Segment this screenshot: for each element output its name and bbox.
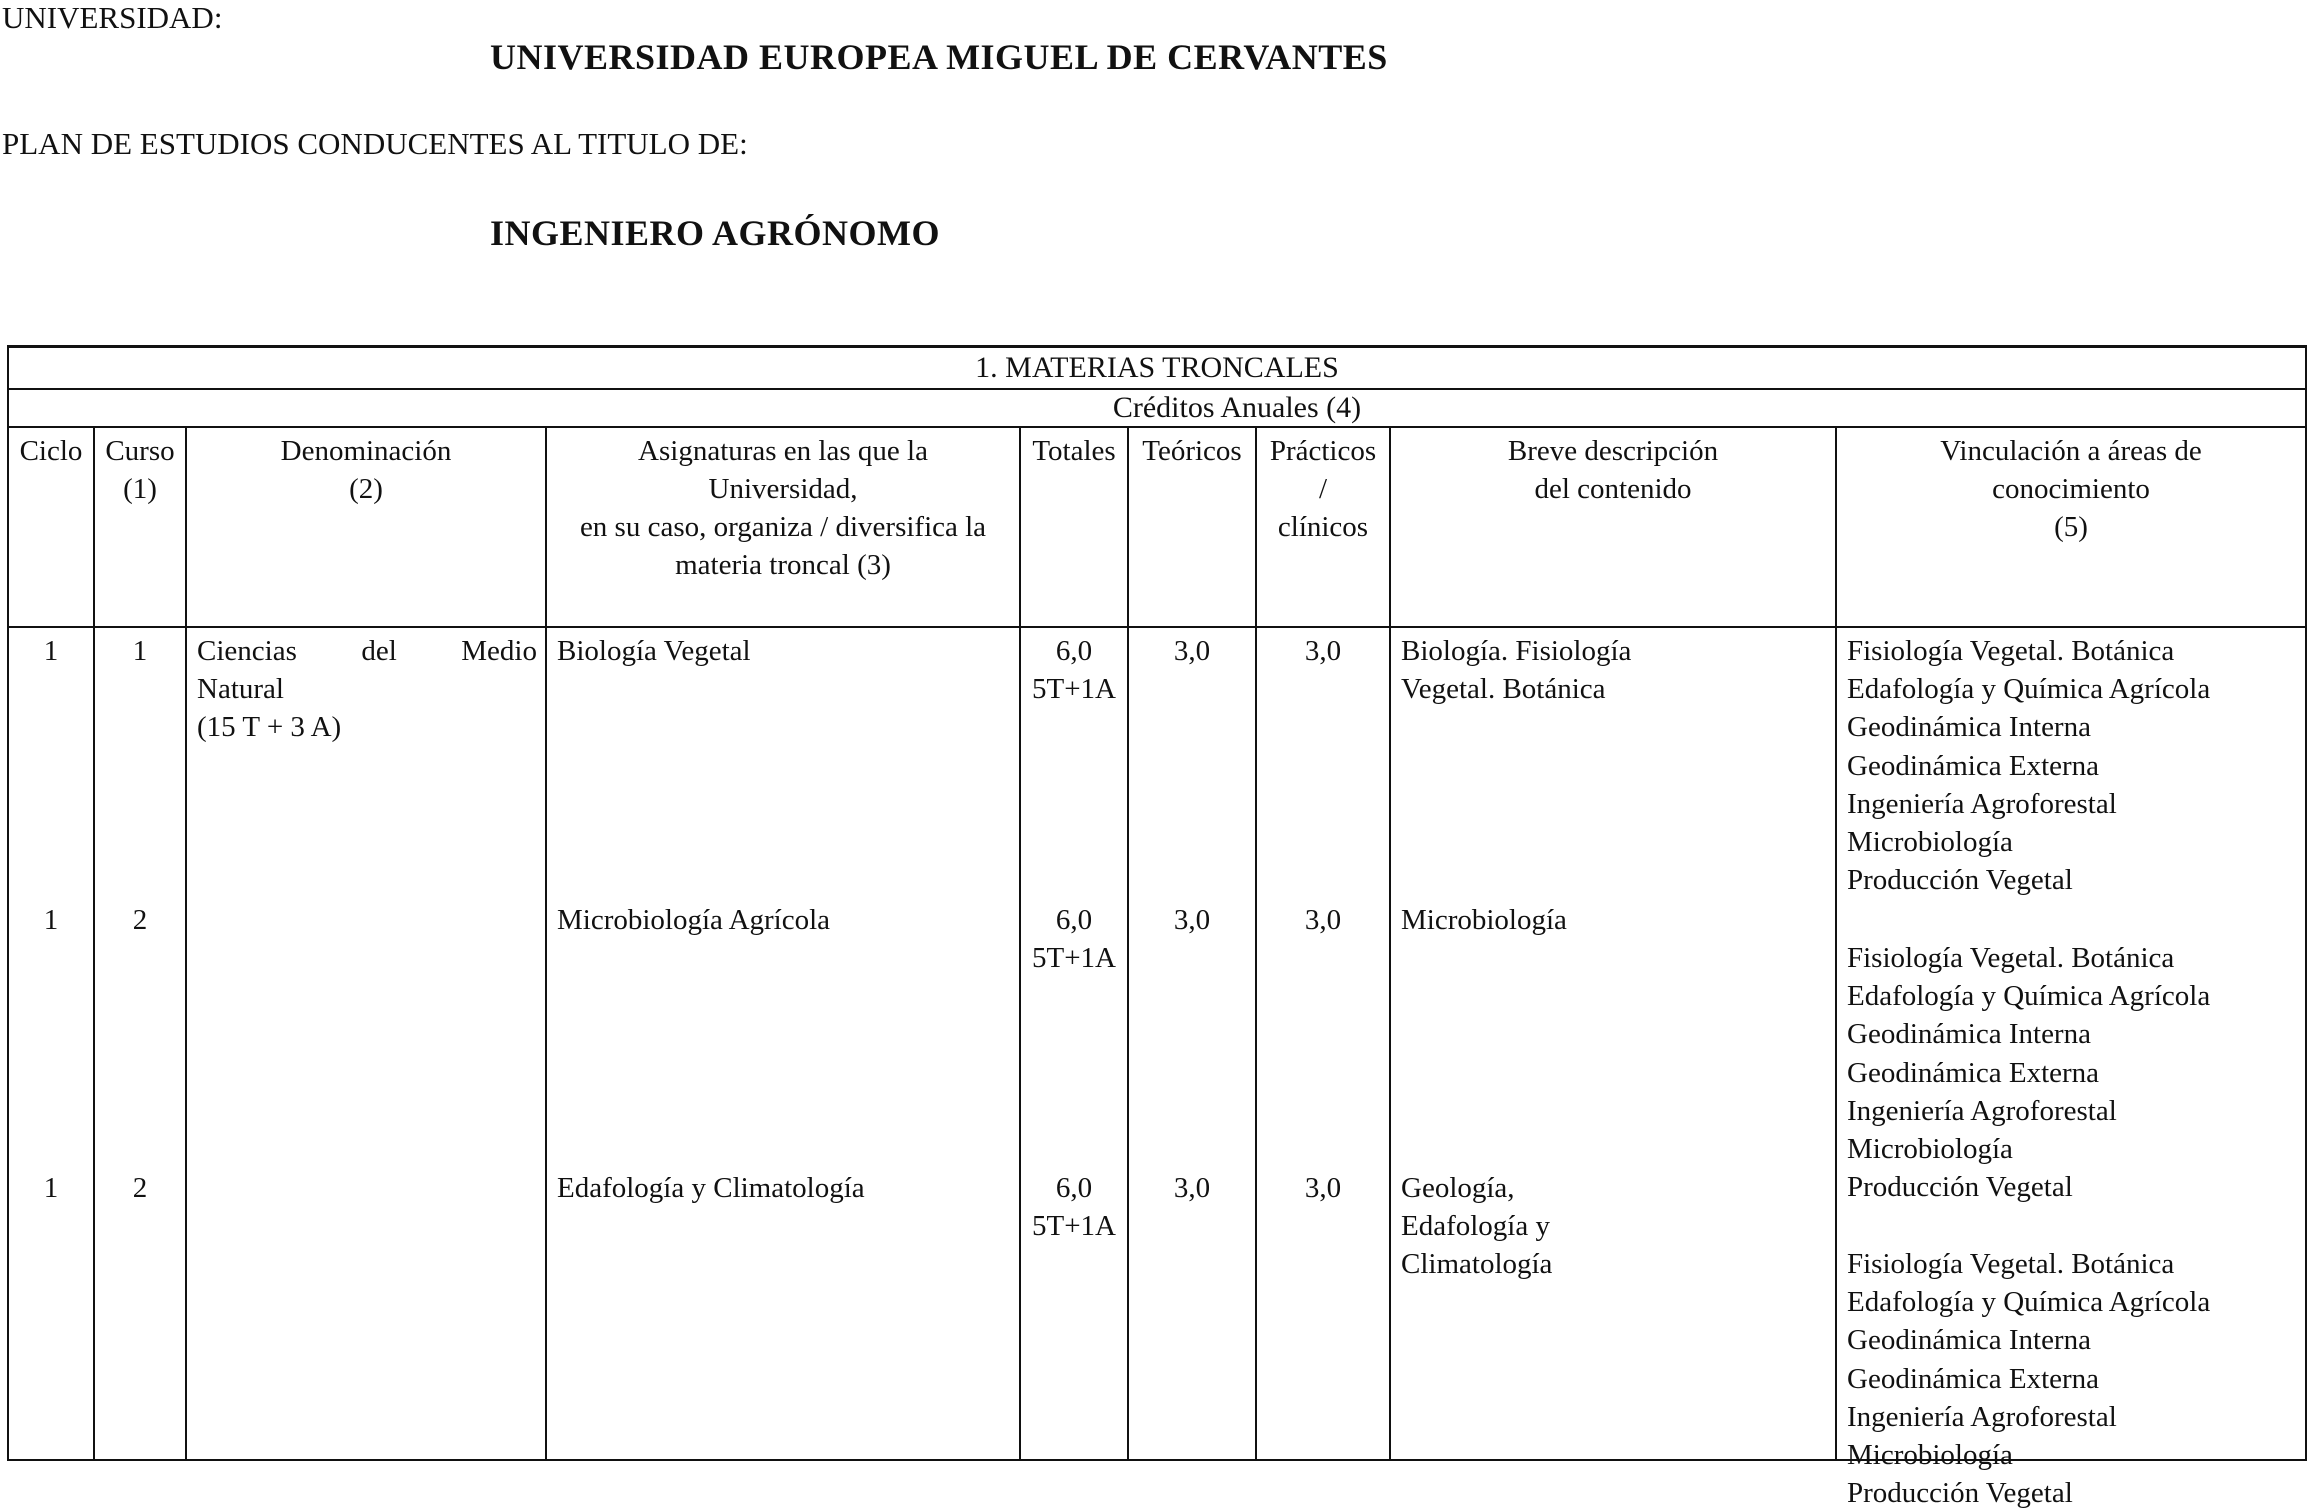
col-practicos [1257,428,1391,1459]
row1-totales: 6,0 5T+1A [1031,635,1116,706]
header-denominacion: Denominación (2) [187,428,545,628]
header-asignaturas: Asignaturas en las que la Universidad, en su caso, organiza / diversifica la materia troncal (3) [547,428,1019,628]
materias-troncales-table [7,345,2307,1510]
header-curso: Curso (1) [95,428,185,628]
header-teoricos: Teóricos [1129,428,1255,628]
section-title: 1. MATERIAS TRONCALES [9,348,2305,390]
row1-descripcion: Biología. Fisiología Vegetal. Botánica [1401,635,1632,706]
row1-practicos: 3,0 [1304,635,1342,667]
row1-asignatura: Biología Vegetal [557,635,751,667]
row3-practicos: 3,0 [1304,1172,1342,1204]
plan-label: PLAN DE ESTUDIOS CONDUCENTES AL TITULO DE: [2,126,748,161]
col-descripcion [1391,428,1837,1459]
header-ciclo: Ciclo [9,428,93,628]
row1-areas: Fisiología Vegetal. Botánica Edafología y Química Agrícola Geodinámica Interna Geodinámica Externa Ingeniería Agroforestal Microbiología Producción Vegetal [1847,635,2211,897]
row3-teoricos: 3,0 [1173,1172,1211,1204]
row2-curso: 2 [132,904,148,936]
row2-practicos: 3,0 [1304,904,1342,936]
row2-asignatura: Microbiología Agrícola [557,904,831,936]
col-curso [95,428,187,1459]
row2-teoricos: 3,0 [1173,904,1211,936]
row2-descripcion: Microbiología [1401,904,1567,936]
row2-ciclo: 1 [43,904,59,936]
row1-teoricos: 3,0 [1173,635,1211,667]
row2-areas: Fisiología Vegetal. Botánica Edafología y Química Agrícola Geodinámica Interna Geodinámica Externa Ingeniería Agroforestal Microbiología Producción Vegetal [1847,942,2211,1204]
row3-curso: 2 [132,1172,148,1204]
row2-totales: 6,0 5T+1A [1031,904,1116,975]
col-totales [1021,428,1129,1459]
header-vinculacion: Vinculación a áreas de conocimiento (5) [1837,428,2305,628]
row3-ciclo: 1 [43,1172,59,1204]
row1-curso: 1 [132,635,148,667]
header-practicos: Prácticos / clínicos [1257,428,1389,628]
university-label: UNIVERSIDAD: [2,0,223,35]
credits-group-header: Créditos Anuales (4) [9,388,2305,428]
header-descripcion: Breve descripción del contenido [1391,428,1835,628]
row3-totales: 6,0 5T+1A [1031,1172,1116,1243]
col-asignaturas [547,428,1021,1459]
university-name: UNIVERSIDAD EUROPEA MIGUEL DE CERVANTES [490,37,1388,77]
col-denominacion [187,428,547,1459]
degree-title: INGENIERO AGRÓNOMO [490,213,941,253]
col-ciclo [9,428,95,1459]
col-vinculacion [1837,428,2305,1510]
denominacion-cell: Ciencias del Medio Natural (15 T + 3 A) [197,635,537,744]
header-totales: Totales [1021,428,1127,628]
row1-ciclo: 1 [43,635,59,667]
row3-areas: Fisiología Vegetal. Botánica Edafología y Química Agrícola Geodinámica Interna Geodinámica Externa Ingeniería Agroforestal Microbiología Producción Vegetal [1847,1248,2211,1510]
row3-descripcion: Geología, Edafología y Climatología [1401,1172,1553,1281]
col-teoricos [1129,428,1257,1459]
row3-asignatura: Edafología y Climatología [557,1172,865,1204]
